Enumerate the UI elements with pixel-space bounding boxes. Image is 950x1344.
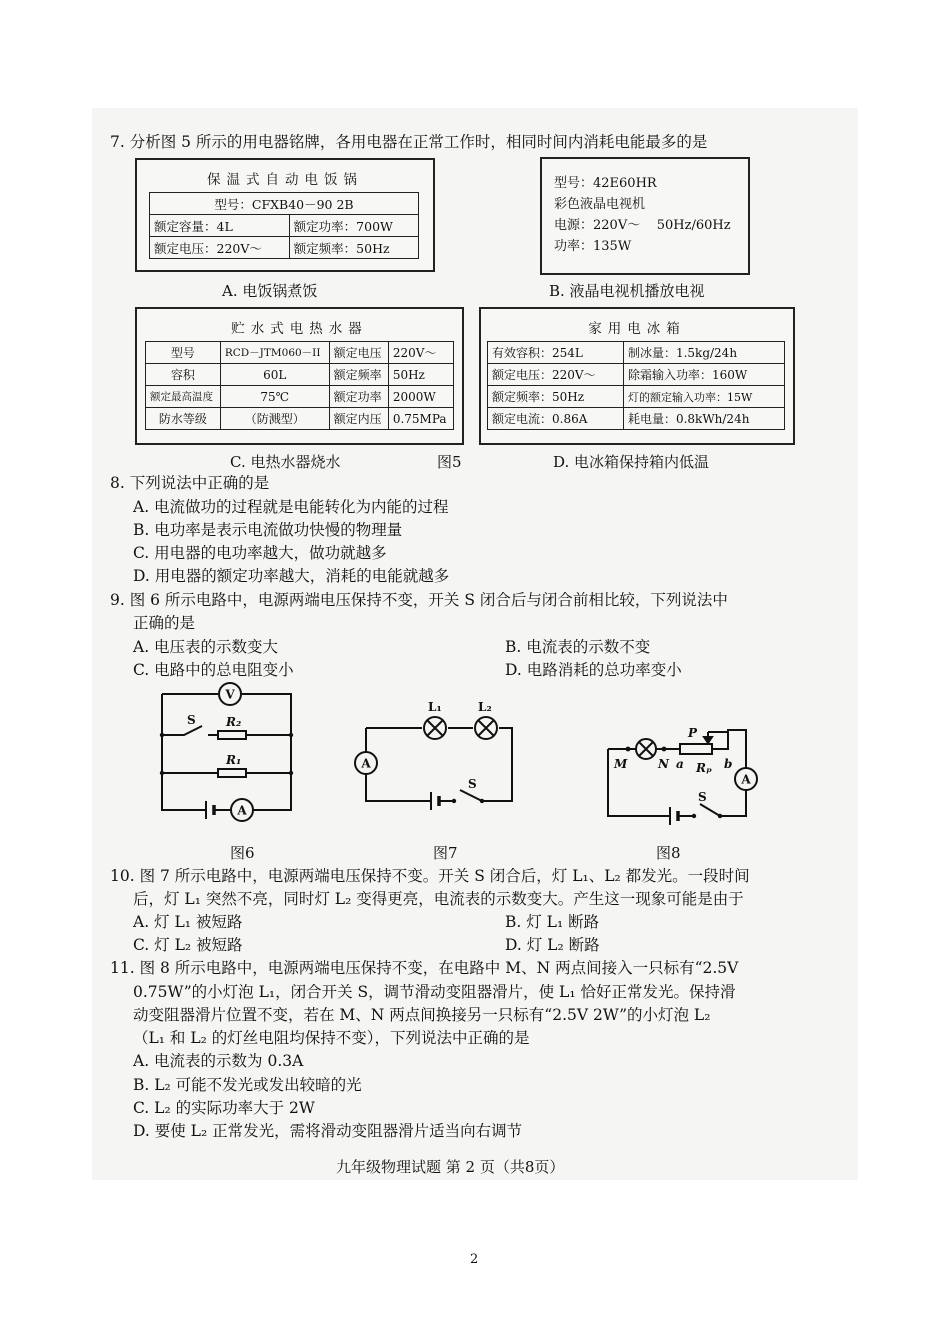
figure-7-circuit [352, 698, 522, 818]
plate-c-cell: RCD－JTM060－II [220, 342, 329, 364]
plate-c-cell: 额定最高温度 [146, 386, 221, 408]
plate-a-table [149, 192, 419, 259]
plate-b-line: 彩色液晶电视机 [554, 197, 646, 212]
plate-c-table [145, 341, 454, 430]
fig7-ammeter-label: A [361, 756, 371, 771]
water-heater-nameplate [135, 307, 464, 445]
q10-stem-line2: 后，灯 L₁ 突然不亮，同时灯 L₂ 变得更亮，电流表的示数变大。产生这一现象可能是由于 [133, 890, 744, 908]
figure-8-circuit [600, 724, 770, 824]
q9-option-c: C. 电路中的总电阻变小 [133, 661, 294, 679]
refrigerator-nameplate [479, 307, 795, 445]
plate-d-title: 家用电冰箱 [588, 321, 686, 337]
plate-d-cell: 耗电量：0.8kWh/24h [623, 408, 784, 430]
exam-page-footer: 九年级物理试题 第 2 页（共8页） [336, 1158, 565, 1176]
fig7-switch-label: S [468, 777, 477, 791]
q10-option-c: C. 灯 L₂ 被短路 [133, 936, 243, 954]
plate-a-cell: 额定频率：50Hz [289, 237, 418, 259]
q8-option-b: B. 电功率是表示电流做功快慢的物理量 [133, 521, 403, 539]
q10-option-b: B. 灯 L₁ 断路 [505, 913, 600, 931]
fig8-rp-label: Rₚ [696, 761, 712, 775]
fig8-switch-label: S [698, 790, 707, 804]
plate-c-cell: 2000W [388, 386, 453, 408]
q9-stem-line2: 正确的是 [133, 614, 196, 632]
figure-6-circuit [150, 680, 310, 825]
fig6-caption: 图6 [230, 844, 255, 862]
q7-option-d: D. 电冰箱保持箱内低温 [553, 453, 710, 471]
fig6-switch-label: S [187, 713, 196, 727]
fig8-p-label: P [688, 726, 698, 740]
page-number: 2 [470, 1252, 479, 1267]
q7-option-a: A. 电饭锅煮饭 [222, 282, 318, 300]
q8-option-d: D. 用电器的额定功率越大，消耗的电能就越多 [133, 567, 450, 585]
plate-b-line: 电源：220V～ 50Hz/60Hz [554, 218, 731, 233]
q11-stem-line2: 0.75W”的小灯泡 L₁，闭合开关 S，调节滑动变阻器滑片，使 L₁ 恰好正常发光。保持滑 [133, 983, 736, 1001]
plate-d-cell: 除霜输入功率：160W [623, 364, 784, 386]
q9-option-d: D. 电路消耗的总功率变小 [505, 661, 682, 679]
q9-option-a: A. 电压表的示数变大 [133, 638, 279, 656]
plate-c-cell: 额定电压 [329, 342, 388, 364]
plate-d-cell: 额定频率：50Hz [488, 386, 624, 408]
lcd-tv-nameplate [540, 157, 750, 275]
plate-d-cell: 有效容积：254L [488, 342, 624, 364]
plate-b-line: 型号：42E60HR [554, 176, 657, 191]
plate-a-cell: 额定功率：700W [289, 215, 418, 237]
fig7-l2-label: L₂ [478, 700, 492, 714]
plate-c-cell: 50Hz [388, 364, 453, 386]
plate-c-cell: 75℃ [220, 386, 329, 408]
q10-stem-line1: 10. 图 7 所示电路中，电源两端电压保持不变。开关 S 闭合后，灯 L₁、L₂ 都发光。一段时间 [110, 867, 750, 885]
q8-option-a: A. 电流做功的过程就是电能转化为内能的过程 [133, 498, 449, 516]
q9-stem-line1: 9. 图 6 所示电路中，电源两端电压保持不变，开关 S 闭合后与闭合前相比较，下列说法中 [110, 591, 728, 609]
plate-c-cell: 额定频率 [329, 364, 388, 386]
q11-option-c: C. L₂ 的实际功率大于 2W [133, 1099, 315, 1117]
q10-option-d: D. 灯 L₂ 断路 [505, 936, 600, 954]
q11-option-b: B. L₂ 可能不发光或发出较暗的光 [133, 1076, 362, 1094]
q11-stem-line3: 动变阻器滑片位置不变，若在 M、N 两点间换接另一只标有“2.5V 2W”的小灯泡 L₂ [133, 1006, 711, 1024]
q8-option-c: C. 用电器的电功率越大，做功就越多 [133, 544, 387, 562]
fig8-n-label: N [658, 757, 669, 771]
q8-stem: 8. 下列说法中正确的是 [110, 474, 270, 492]
fig8-a-label: a [676, 757, 684, 771]
fig8-caption: 图8 [656, 844, 681, 862]
q11-option-d: D. 要使 L₂ 正常发光，需将滑动变阻器滑片适当向右调节 [133, 1122, 523, 1140]
q7-option-c: C. 电热水器烧水 [230, 453, 341, 471]
plate-c-cell: 容积 [146, 364, 221, 386]
q11-option-a: A. 电流表的示数为 0.3A [133, 1052, 304, 1070]
plate-c-cell: 额定内压 [329, 408, 388, 430]
q11-stem-line4: （L₁ 和 L₂ 的灯丝电阻均保持不变），下列说法中正确的是 [133, 1029, 530, 1047]
plate-c-cell: 型号 [146, 342, 221, 364]
q7-stem: 7. 分析图 5 所示的用电器铭牌，各用电器在正常工作时，相同时间内消耗电能最多的是 [110, 133, 708, 151]
q7-option-b: B. 液晶电视机播放电视 [549, 282, 705, 300]
plate-d-cell: 额定电压：220V～ [488, 364, 624, 386]
plate-b-line: 功率：135W [554, 239, 632, 254]
fig8-ammeter-label: A [741, 772, 751, 787]
rice-cooker-nameplate [135, 158, 435, 272]
plate-d-table [487, 341, 785, 430]
fig8-b-label: b [724, 757, 733, 771]
plate-d-cell: 灯的额定输入功率：15W [623, 386, 784, 408]
fig6-r2-label: R₂ [226, 715, 242, 729]
fig5-caption: 图5 [437, 453, 462, 471]
plate-c-cell: 防水等级 [146, 408, 221, 430]
fig6-r1-label: R₁ [226, 753, 242, 767]
plate-a-cell: 额定电压：220V～ [150, 237, 290, 259]
plate-c-title: 贮水式电热水器 [231, 321, 368, 337]
q9-option-b: B. 电流表的示数不变 [505, 638, 651, 656]
fig7-caption: 图7 [433, 844, 458, 862]
plate-c-cell: 0.75MPa [388, 408, 453, 430]
fig6-voltmeter-label: V [225, 687, 235, 702]
plate-c-cell: 额定功率 [329, 386, 388, 408]
fig7-l1-label: L₁ [428, 700, 442, 714]
q11-stem-line1: 11. 图 8 所示电路中，电源两端电压保持不变，在电路中 M、N 两点间接入一只标有“2.5V [110, 959, 739, 977]
plate-a-cell: 额定容量：4L [150, 215, 290, 237]
fig8-m-label: M [614, 757, 628, 771]
plate-c-cell: 220V～ [388, 342, 453, 364]
plate-c-cell: （防溅型） [220, 408, 329, 430]
plate-d-cell: 制冰量：1.5kg/24h [623, 342, 784, 364]
q10-option-a: A. 灯 L₁ 被短路 [133, 913, 243, 931]
plate-c-cell: 60L [220, 364, 329, 386]
plate-a-cell: 型号：CFXB40－90 2B [150, 193, 419, 215]
plate-d-cell: 额定电流：0.86A [488, 408, 624, 430]
fig6-ammeter-label: A [237, 803, 247, 818]
plate-a-title: 保温式自动电饭锅 [207, 172, 363, 188]
